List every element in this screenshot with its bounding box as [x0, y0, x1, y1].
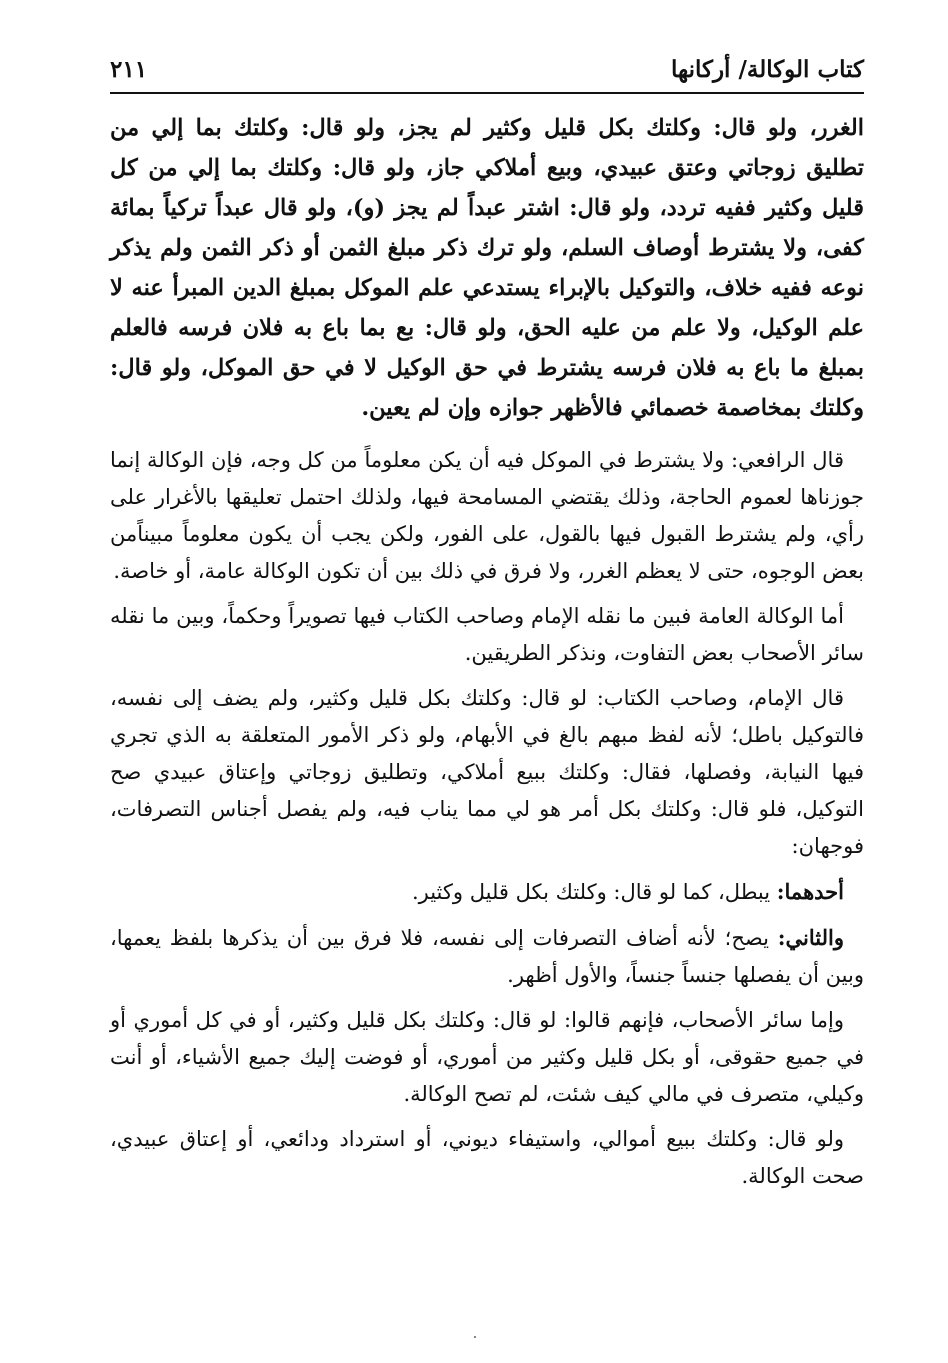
scan-speck	[474, 1336, 476, 1338]
page-number: ٢١١	[110, 56, 148, 83]
paragraph-text: أما الوكالة العامة فبين ما نقله الإمام وصاحب الكتاب فيها تصويراً وحكماً، وبين ما نقله سائر الأصحاب بعض التفاوت، ونذكر الطريقين.	[110, 604, 864, 665]
commentary-paragraph	[110, 680, 864, 865]
page-header	[110, 48, 864, 88]
commentary-paragraph	[110, 1002, 864, 1113]
paragraph-text: يصح؛ لأنه أضاف التصرفات إلى نفسه، فلا فرق بين أن يذكرها بلفظ يعمها، وبين أن يفصلها جنساً جنساً، والأول أظهر.	[110, 926, 864, 987]
paragraph-text: قال الرافعي: ولا يشترط في الموكل فيه أن يكن معلوماً من كل وجه، فإن الوكالة إنما جوزناها لعموم الحاجة، وذلك يقتضي المسامحة فيها، ولذلك احتمل تعليقها بالأغرار على رأي، ولم يشترط القبول فيها بالقول، على الفور، ولكن يجب أن يكون معلوماً مبيناًمن بعض الوجوه، حتى لا يعظم الغرر، ولا فرق في ذلك بين أن تكون الوكالة عامة، أو خاصة.	[110, 448, 864, 583]
running-title: كتاب الوكالة/ أركانها	[670, 56, 864, 83]
commentary-paragraph	[110, 598, 864, 672]
paragraph-text: قال الإمام، وصاحب الكتاب: لو قال: وكلتك بكل قليل وكثير، ولم يضف إلى نفسه، فالتوكيل باطل؛ لأنه لفظ مبهم بالغ في الأبهام، ولو ذكر الأمور المتعلقة به الذي تجري فيها النيابة، وفصلها، فقال: وكلتك ببيع أملاكي، وتطليق زوجاتي وإعتاق عبيدي صح التوكيل، فلو قال: وكلتك بكل أمر هو لي مما يناب فيه، ولم يفصل أجناس التصرفات، فوجهان:	[110, 686, 864, 858]
commentary-paragraph	[110, 919, 864, 994]
matn-text: الغرر، ولو قال: وكلتك بكل قليل وكثير لم يجز، ولو قال: وكلتك بما إلي من تطليق زوجاتي وعتق عبيدي، وبيع أملاكي جاز، ولو قال: وكلتك بما إلي من كل قليل وكثير ففيه تردد، ولو قال: اشتر عبداً لم يجز (و)، ولو قال عبداً تركياً بمائة كفى، ولا يشترط أوصاف السلم، ولو ترك ذكر مبلغ الثمن أو ذكر الثمن ولم يذكر نوعه ففيه خلاف، والتوكيل بالإبراء يستدعي علم الموكل بمبلغ الدين المبرأ عنه لا علم الوكيل، ولا علم من عليه الحق، ولو قال: بع بما باع به فلان فرسه فالعلم بمبلغ ما باع به فلان فرسه يشترط في حق الوكيل لا في حق الموكل، ولو قال: وكلتك بمخاصمة خصمائي فالأظهر جوازه وإن لم يعين.	[110, 115, 864, 421]
commentary-paragraph	[110, 1121, 864, 1195]
paragraph-text: ولو قال: وكلتك ببيع أموالي، واستيفاء ديوني، أو استرداد ودائعي، أو إعتاق عبيدي، صحت الوكالة.	[110, 1127, 864, 1188]
header-divider	[110, 92, 864, 94]
commentary-paragraph	[110, 442, 864, 590]
paragraph-text: وإما سائر الأصحاب، فإنهم قالوا: لو قال: وكلتك بكل قليل وكثير، أو في كل أموري أو في جميع حقوقى، أو بكل قليل وكثير من أموري، أو فوضت إليك جميع الأشياء، أو أنت وكيلي، متصرف في مالي كيف شئت، لم تصح الوكالة.	[110, 1008, 864, 1106]
paragraph-text: يبطل، كما لو قال: وكلتك بكل قليل وكثير.	[411, 880, 777, 904]
paragraph-lead: والثاني:	[777, 925, 844, 950]
commentary-paragraph	[110, 873, 864, 911]
paragraph-lead: أحدهما:	[776, 879, 844, 904]
page-body	[110, 108, 864, 1203]
